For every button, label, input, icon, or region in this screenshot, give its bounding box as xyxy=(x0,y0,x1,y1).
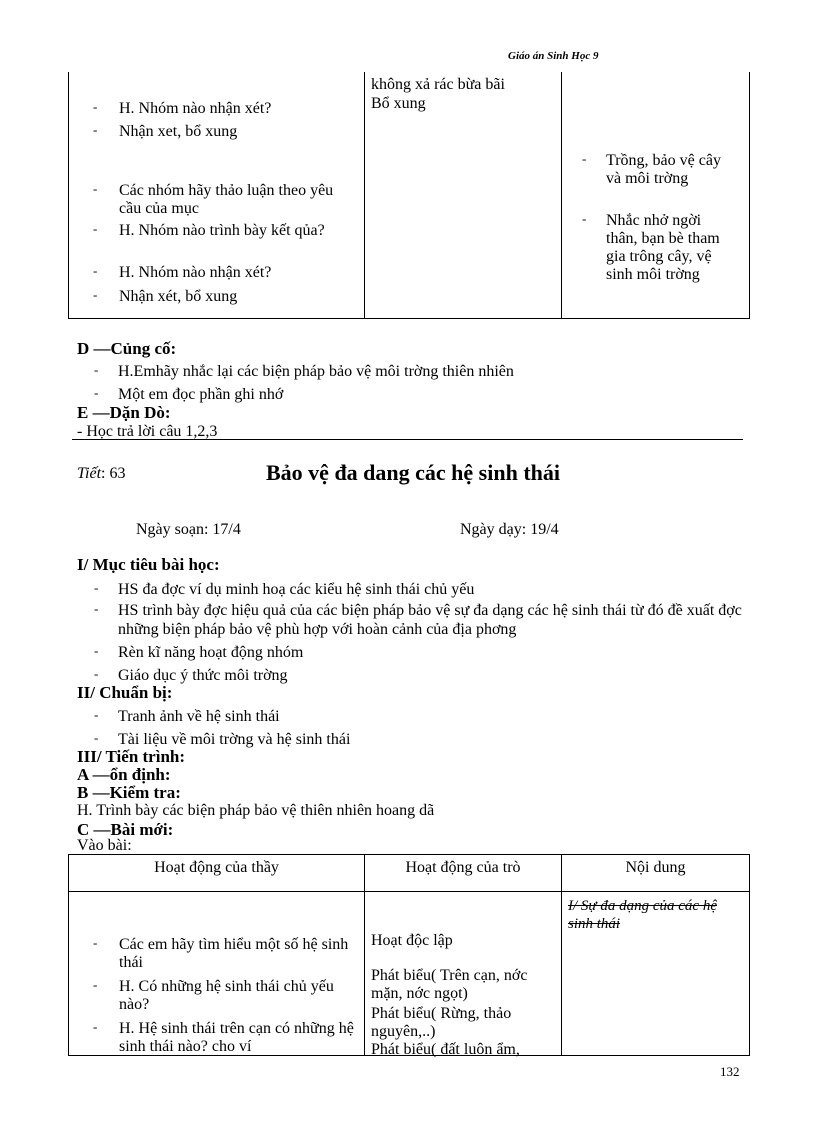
student-text: Hoạt độc lập xyxy=(371,932,453,949)
list-item: - H. Nhóm nào nhận xét? xyxy=(119,264,379,282)
lesson-number xyxy=(77,465,125,483)
top-activity-table xyxy=(68,72,750,319)
list-item: - Nhận xét, bổ xung xyxy=(119,288,379,306)
ngay-day: Ngày dạy: 19/4 xyxy=(460,521,559,538)
top-col-content xyxy=(562,72,750,319)
cungco-heading: D —Củng cố: xyxy=(77,339,177,358)
ondinh-heading: A —ổn định: xyxy=(77,765,171,784)
student-text: Phát biểu( Rừng, thảo nguyên,..) xyxy=(371,1005,512,1040)
student-text: không xả rác bừa bãi xyxy=(371,76,505,93)
running-header: Giáo án Sinh Học 9 xyxy=(508,50,599,62)
tiet-label: Tiết xyxy=(77,465,102,482)
dando-heading: E —Dặn Dò: xyxy=(77,403,171,422)
list-item: - Tài liệu về môi trờng và hệ sinh thái xyxy=(118,730,350,749)
content-cell xyxy=(562,892,750,1056)
list-item: - Trồng, bảo vệ cây và môi trờng xyxy=(606,152,736,188)
section-heading: I/ Sự đa dạng của các hệ sinh thái xyxy=(568,898,717,932)
list-item: - H. Hệ sinh thái trên cạn có những hệ sinh thái nào? cho ví xyxy=(119,1020,355,1056)
list-item: - Nhận xet, bổ xung xyxy=(119,123,379,141)
col-header-student: Hoạt động của trò xyxy=(365,855,562,892)
dando-text: - Học trả lời câu 1,2,3 xyxy=(77,423,218,440)
col-header-content: Nội dung xyxy=(562,855,750,892)
list-item: - H. Nhóm nào trình bày kết qủa? xyxy=(119,222,345,240)
list-item: - H. Có những hệ sinh thái chủ yếu nào? xyxy=(119,978,355,1014)
top-col-teacher xyxy=(69,72,365,319)
tientrinh-heading: III/ Tiến trình: xyxy=(77,747,186,766)
kiemtra-heading: B —Kiểm tra: xyxy=(77,783,181,802)
teacher-activity-cell xyxy=(69,892,365,1056)
chuanbi-heading: II/ Chuẩn bị: xyxy=(77,683,173,702)
list-item: - Các nhóm hãy thảo luận theo yêu cầu của mục xyxy=(119,182,345,218)
student-text: Phát biểu( Trên cạn, nớc mặn, nớc ngọt) xyxy=(371,967,528,1002)
list-item: - Các em hãy tìm hiểu một số hệ sinh thái xyxy=(119,936,355,972)
page-title: Bảo vệ đa dang các hệ sinh thái xyxy=(266,460,560,485)
list-item: - H. Nhóm nào nhận xét? xyxy=(119,100,379,118)
list-item: - Giáo dục ý thức môi trờng xyxy=(118,666,288,685)
student-text: Phát biểu( đất luôn ẩm, xyxy=(371,1041,520,1058)
page-number: 132 xyxy=(720,1064,740,1079)
list-item: - Tranh ảnh về hệ sinh thái xyxy=(118,707,280,726)
list-item: - H.Emhãy nhắc lại các biện pháp bảo vệ môi trờng thiên nhiên xyxy=(118,362,514,381)
list-item: - HS đa đợc ví dụ minh hoạ các kiểu hệ sinh thái chủ yếu xyxy=(118,580,738,599)
list-item: - Rèn kĩ năng hoạt động nhóm xyxy=(118,643,303,662)
kiemtra-question: H. Trình bày các biện pháp bảo vệ thiên nhiên hoang dã xyxy=(77,802,435,819)
top-col-student xyxy=(365,72,562,319)
list-item: - Nhắc nhở ngời thân, bạn bè tham gia trông cây, vệ sinh môi trờng xyxy=(606,212,736,284)
muctieu-heading: I/ Mục tiêu bài học: xyxy=(77,555,220,574)
tiet-number: : 63 xyxy=(101,465,126,482)
baimoi-heading: C —Bài mới: xyxy=(77,820,174,839)
vaobai-label: Vào bài: xyxy=(77,837,132,854)
list-item: - Một em đọc phần ghi nhớ xyxy=(118,385,283,404)
lesson-activity-table xyxy=(68,854,750,1056)
student-activity-cell xyxy=(365,892,562,1056)
divider xyxy=(72,439,743,440)
student-text: Bổ xung xyxy=(371,95,426,112)
ngay-soan: Ngày soạn: 17/4 xyxy=(136,521,241,538)
col-header-teacher: Hoạt động của thầy xyxy=(69,855,365,892)
list-item: - HS trình bày đợc hiệu quả của các biện pháp bảo vệ sự đa dạng các hệ sinh thái từ đó đề xuất đợc những biện pháp bảo vệ phù hợp với hoàn cảnh của địa phơng xyxy=(118,601,748,639)
